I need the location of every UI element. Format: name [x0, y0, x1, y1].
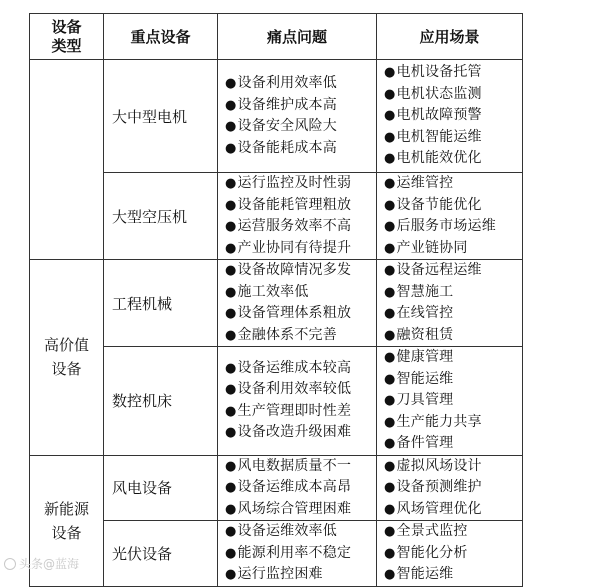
scenarios-list: [384, 347, 522, 455]
list-item: ●产业协同有待提升: [225, 239, 352, 256]
bullet-icon: ●: [384, 393, 396, 408]
list-item: ●设备预测维护: [384, 479, 482, 495]
bullet-icon: ●: [384, 545, 396, 561]
bullet-icon: ●: [384, 219, 396, 234]
header-pain-points: 痛点问题: [218, 14, 377, 60]
list-item: ●智能运维: [384, 566, 454, 582]
list-item: ●设备运维成本较高: [225, 359, 352, 376]
bullet-icon: ●: [225, 284, 237, 300]
bullet-icon: ●: [384, 263, 396, 278]
list-item: ●运维管控: [384, 175, 454, 191]
scenarios-cell: [377, 260, 523, 347]
bullet-icon: ●: [225, 403, 237, 419]
category-line: 高价值: [43, 336, 89, 355]
bullet-icon: ●: [225, 480, 237, 495]
scenarios-cell: [377, 521, 523, 587]
watermark-icon: [4, 558, 16, 570]
list-item: ●虚拟风场设计: [384, 457, 482, 474]
list-item: ●设备节能优化: [384, 196, 482, 213]
bullet-icon: ●: [384, 240, 396, 256]
bullet-icon: ●: [225, 567, 237, 582]
pain-points-cell: [218, 347, 377, 456]
scenarios-cell: [377, 173, 523, 260]
bullet-icon: ●: [384, 108, 396, 124]
list-item: ●设备运维效率低: [225, 523, 337, 539]
list-item: ●健康管理: [384, 349, 454, 365]
header-category-line: 设备: [51, 17, 82, 36]
bullet-icon: ●: [225, 458, 237, 474]
bullet-icon: ●: [225, 306, 237, 321]
list-item: ●产业链协同: [384, 239, 468, 256]
list-item: ●风场管理优化: [384, 500, 482, 517]
scenarios-cell: [377, 347, 523, 456]
bullet-icon: ●: [384, 501, 396, 517]
pain-points-cell: [218, 521, 377, 587]
bullet-icon: ●: [225, 501, 237, 517]
list-item: ●生产管理即时性差: [225, 402, 352, 419]
list-item: ●设备利用效率较低: [225, 381, 352, 398]
bullet-icon: ●: [225, 425, 237, 441]
pain-points-list: [225, 456, 376, 521]
list-item: ●电机设备托管: [384, 64, 482, 81]
table-row: [30, 455, 523, 521]
bullet-icon: ●: [384, 414, 396, 430]
list-item: ●电机智能运维: [384, 128, 482, 145]
bullet-icon: ●: [225, 240, 237, 256]
bullet-icon: ●: [384, 284, 396, 300]
bullet-icon: ●: [384, 151, 396, 167]
pain-points-cell: [218, 173, 377, 260]
category-line: 设备: [51, 360, 82, 379]
bullet-icon: ●: [384, 327, 396, 343]
list-item: ●刀具管理: [384, 392, 454, 408]
bullet-icon: ●: [225, 545, 237, 561]
list-item: ●设备故障情况多发: [225, 262, 352, 278]
list-item: ●后服务市场运维: [384, 218, 496, 234]
bullet-icon: ●: [225, 140, 237, 156]
table-row: [30, 260, 523, 347]
equipment-cell: 光伏设备: [104, 521, 218, 587]
list-item: ●备件管理: [384, 435, 454, 451]
pain-points-list: [225, 73, 376, 159]
equipment-cell: 数控机床: [104, 347, 218, 456]
list-item: ●运行监控及时性弱: [225, 175, 352, 191]
bullet-icon: ●: [384, 129, 396, 145]
bullet-icon: ●: [225, 524, 237, 539]
equipment-table: [29, 13, 523, 587]
bullet-icon: ●: [384, 480, 396, 495]
scenarios-list: [384, 62, 522, 170]
list-item: ●设备利用效率低: [225, 75, 337, 91]
bullet-icon: ●: [384, 306, 396, 321]
list-item: ●金融体系不完善: [225, 326, 337, 343]
bullet-icon: ●: [384, 524, 396, 539]
table-row: [30, 521, 523, 587]
equipment-cell: 大中型电机: [104, 60, 218, 173]
bullet-icon: ●: [225, 219, 237, 234]
bullet-icon: ●: [384, 86, 396, 102]
list-item: ●电机状态监测: [384, 85, 482, 102]
equipment-cell: 工程机械: [104, 260, 218, 347]
bullet-icon: ●: [225, 327, 237, 343]
bullet-icon: ●: [384, 65, 396, 81]
bullet-icon: ●: [384, 176, 396, 191]
category-cell: [30, 260, 104, 456]
list-item: ●能源利用率不稳定: [225, 544, 352, 561]
list-item: ●生产能力共享: [384, 413, 482, 430]
bullet-icon: ●: [225, 119, 237, 134]
header-scenarios: 应用场景: [377, 14, 523, 60]
pain-points-cell: [218, 60, 377, 173]
table-header-row: [30, 14, 523, 60]
scenarios-cell: [377, 60, 523, 173]
list-item: ●电机能效优化: [384, 150, 482, 167]
category-line: 设备: [51, 523, 82, 542]
list-item: ●融资租赁: [384, 326, 454, 343]
pain-points-cell: [218, 455, 377, 521]
scenarios-list: [384, 173, 522, 259]
bullet-icon: ●: [384, 371, 396, 387]
scenarios-list: [384, 456, 522, 521]
scenarios-cell: [377, 455, 523, 521]
list-item: ●智能化分析: [384, 544, 468, 561]
list-item: ●电机故障预警: [384, 107, 482, 124]
list-item: ●智慧施工: [384, 283, 454, 300]
table-row: [30, 347, 523, 456]
pain-points-cell: [218, 260, 377, 347]
bullet-icon: ●: [384, 458, 396, 474]
list-item: ●设备能耗管理粗放: [225, 196, 352, 213]
equipment-cell: 风电设备: [104, 455, 218, 521]
list-item: ●设备安全风险大: [225, 118, 337, 134]
watermark: [4, 555, 79, 572]
bullet-icon: ●: [225, 76, 237, 91]
list-item: ●设备能耗成本高: [225, 139, 337, 156]
bullet-icon: ●: [225, 97, 237, 113]
list-item: ●设备远程运维: [384, 262, 482, 278]
bullet-icon: ●: [384, 350, 396, 365]
list-item: ●施工效率低: [225, 283, 309, 300]
list-item: ●智能运维: [384, 370, 454, 387]
list-item: ●在线管控: [384, 305, 454, 321]
bullet-icon: ●: [225, 263, 237, 278]
bullet-icon: ●: [225, 176, 237, 191]
list-item: ●风电数据质量不一: [225, 457, 352, 474]
pain-points-list: [225, 358, 376, 444]
table-row: [30, 60, 523, 173]
pain-points-list: [225, 260, 376, 346]
bullet-icon: ●: [384, 436, 396, 451]
pain-points-list: [225, 173, 376, 259]
list-item: ●全景式监控: [384, 523, 468, 539]
header-category-line: 类型: [51, 36, 82, 55]
list-item: ●设备运维成本高昂: [225, 479, 352, 495]
bullet-icon: ●: [225, 197, 237, 213]
equipment-table-container: [29, 13, 522, 587]
header-category: [30, 14, 104, 60]
header-equipment: 重点设备: [104, 14, 218, 60]
list-item: ●设备维护成本高: [225, 96, 337, 113]
bullet-icon: ●: [384, 567, 396, 582]
category-cell: [30, 60, 104, 260]
scenarios-list: [384, 260, 522, 346]
list-item: ●运行监控困难: [225, 566, 323, 582]
bullet-icon: ●: [225, 360, 237, 376]
category-line: 新能源: [43, 499, 89, 518]
watermark-text: 头条@蓝海: [19, 557, 80, 571]
list-item: ●风场综合管理困难: [225, 500, 352, 517]
list-item: ●设备管理体系粗放: [225, 305, 352, 321]
list-item: ●设备改造升级困难: [225, 424, 352, 441]
bullet-icon: ●: [225, 382, 237, 398]
bullet-icon: ●: [384, 197, 396, 213]
list-item: ●运营服务效率不高: [225, 218, 352, 234]
equipment-cell: 大型空压机: [104, 173, 218, 260]
table-row: [30, 173, 523, 260]
